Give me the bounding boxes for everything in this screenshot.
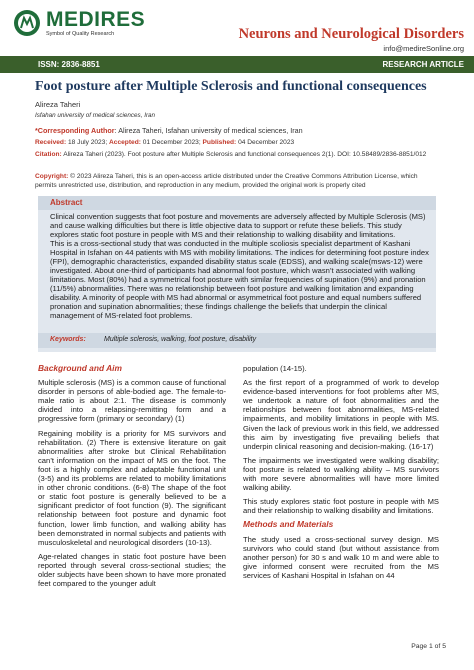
corr-label: *Corresponding Author [35, 126, 115, 135]
copyright-label: Copyright: [35, 173, 69, 180]
copyright [35, 173, 440, 191]
page-number: Page 1 of 5 [411, 643, 446, 650]
right-column [243, 364, 439, 585]
publisher-logo [12, 8, 145, 38]
body-paragraph: The study used a cross-sectional survey design. MS survivors who could stand (but without assistance from another person) for 30 s and walk 10 m and were able to give informed consent were recruited from the MS services of Kashani Hospital in Isfahan on 44 [243, 534, 439, 580]
page-header [0, 0, 474, 56]
abstract-body [50, 212, 430, 320]
published-date: 04 December 2023 [236, 139, 295, 146]
accepted-label: Accepted: [109, 139, 141, 146]
author-name: Alireza Taheri [35, 100, 81, 109]
body-paragraph: Regaining mobility is a priority for MS survivors and rehabilitation. (2) There is extensive literature on gait abnormalities after stroke but Clinical Rehabilitation can’t information on the impact of MS on the foot. The foot is a highly complex and adaptable functional unit (3-5) and its problems are related to mobility limitations in other chronic conditions. (6-8) The shape of the foot or static foot posture is generally believed to be a significant predictor of foot function (9). The significant relationship between foot posture and dynamic foot function, lower limb function, and walking ability has been demonstrated in normal subjects and patients with musculoskeletal and neurological disorders (10-13). [38, 428, 226, 547]
body-paragraph: Multiple sclerosis (MS) is a common cause of functional disorder in persons of able-bodied age. The female-to-male ratio is about 2:1. The disease is commonly divided into a relapsing-remitting form and a progressive form (primary or secondary) (1) [38, 378, 226, 424]
issn: ISSN: 2836-8851 [38, 60, 100, 69]
keywords-text: Multiple sclerosis, walking, foot posture, disability [104, 336, 257, 343]
abstract-paragraph: Clinical convention suggests that foot posture and movements are adversely affected by Multiple Sclerosis (MS) and cause walking difficulties but there is little objective data to support or refute these beliefs. This study explores static foot posture in people with MS and their relationship to walking disability and limitations. [50, 212, 426, 239]
body-paragraph: population (14-15). [243, 364, 307, 373]
issn-bar [0, 56, 474, 73]
logo-name: MEDIRES [46, 7, 146, 31]
body-paragraph: The impairments we investigated were walking disability; foot posture is related to walking ability – MS survivors with more severe abnormalities will have more limited walking ability. [243, 455, 439, 493]
publication-dates [35, 139, 294, 146]
abstract-paragraph: This is a cross-sectional study that was conducted in the multiple scoliosis specialist department of Kashani Hospital in Isfahan on 44 patients with MS with mobility limitations. The indices for determining foot posture index (FPI), demographic characteristics, expanded disability status scale (EDSS), and walking scale(msws-12) were investigated. About one-third of participants had abnormal foot posture, which wasn’t associated with walking limitations. Most (80%) had a symmetrical foot posture with similar frequencies of supination (9%) and pronation (11/5%) abnormalities. There was no relationship between foot posture and walking limitation and expanding disability. A minority of people with MS had abnormal or asymmetrical foot posture and equal numbers suffered pronation and supination abnormalities; these findings challenge the beliefs that underpin the clinical management of MS-related foot problems. [50, 239, 429, 320]
body-paragraph: As the first report of a programmed of work to develop evidence-based interventions for foot problems after MS, we undertook a nature of foot abnormalities and the relationships between foot abnormalities, MS-related impairments, and mobility limitations in people with MS. Given the lack of previous work in this field, we addressed this aim by investigating five prevailing beliefs that underpin clinical reasoning and decision-making. (16-17) [243, 378, 439, 451]
abstract-heading: Abstract [50, 198, 83, 207]
received-date: 18 July 2023; [66, 139, 110, 146]
corresponding-author [35, 126, 303, 135]
published-label: Published: [202, 139, 237, 146]
section-heading-methods: Methods and Materials [243, 519, 334, 530]
citation [35, 151, 440, 160]
abstract-header [38, 196, 436, 210]
body-paragraph: Age-related changes in static foot posture have been reported through several cross-sectional studies; the older subjects have been shown to have more pronated feet compared to the younger adult [38, 551, 226, 589]
received-label: Received: [35, 139, 67, 146]
left-column [38, 364, 226, 593]
author-affiliation: Isfahan university of medical sciences, Iran [35, 112, 156, 119]
body-paragraph: This study explores static foot posture in people with MS and their relationship to walking disability and limitations. [243, 497, 439, 516]
keywords-label: Keywords: [50, 336, 86, 343]
citation-label: Citation: [35, 151, 62, 158]
accepted-date: 01 December 2023; [140, 139, 203, 146]
section-heading-background: Background and Aim [38, 363, 122, 373]
keywords-band [38, 333, 436, 348]
citation-text: Alireza Taheri (2023). Foot posture after Multiple Sclerosis and functional consequences 2(1). DOI: 10.58489/2836-8851/012 [61, 151, 427, 158]
corr-text: : Alireza Taheri, Isfahan university of medical sciences, Iran [114, 126, 303, 135]
copyright-text: © 2023 Alireza Taheri, this is an open-access article distributed under the Creative Commons Attribution License, which permits unrestricted use, distribution, and reproduction in any medium, provided the original work is properly cited [35, 173, 418, 189]
abstract-box [38, 196, 436, 352]
journal-name: Neurons and Neurological Disorders [238, 26, 464, 42]
contact-email[interactable]: info@medireSonline.org [383, 44, 464, 53]
medires-logo-icon [12, 8, 42, 38]
article-type: RESEARCH ARTICLE [382, 60, 464, 69]
article-title: Foot posture after Multiple Sclerosis and functional consequences [35, 79, 427, 94]
logo-tagline: Symbol of Quality Research [46, 30, 115, 37]
